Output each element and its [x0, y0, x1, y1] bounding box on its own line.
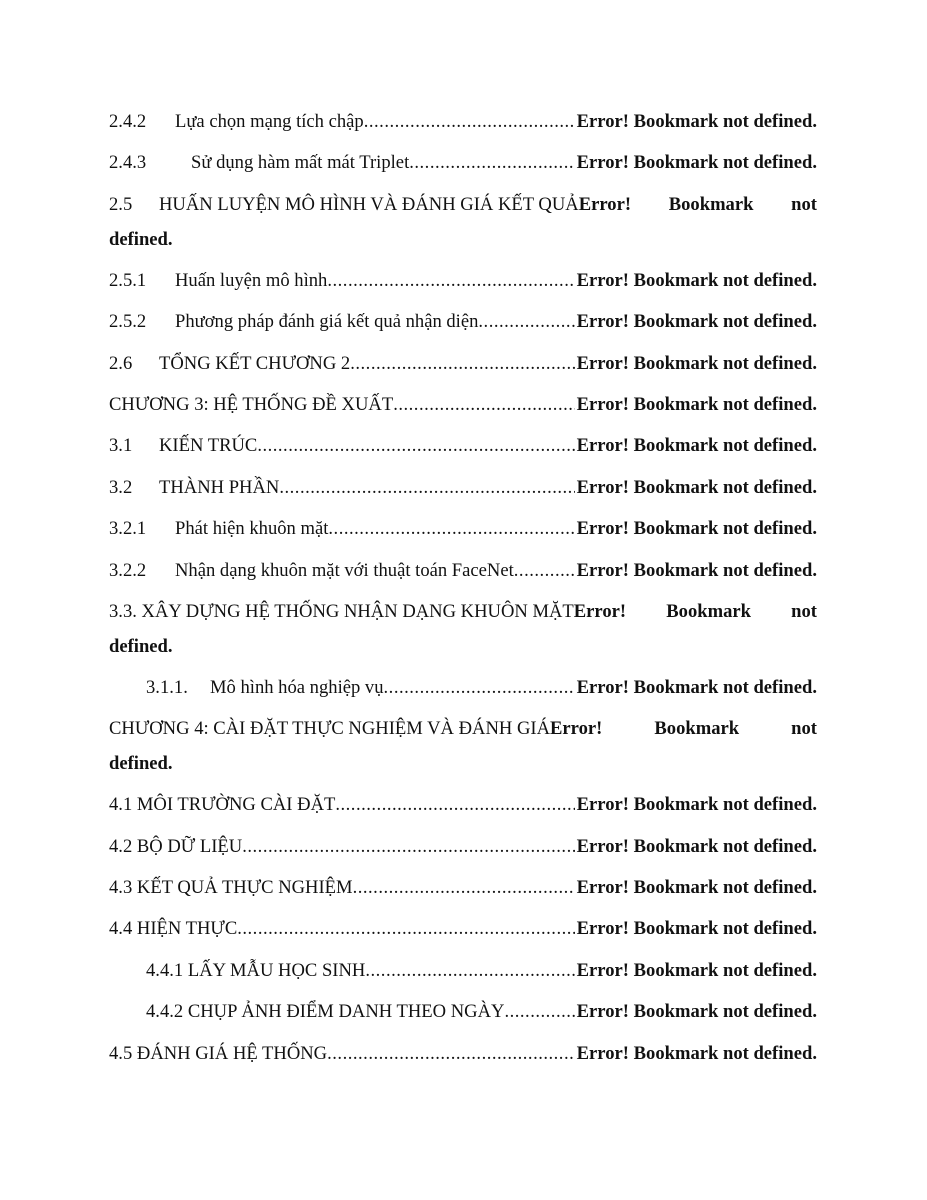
toc-leader-dots — [279, 467, 574, 508]
toc-number: 3.2.1 — [109, 518, 147, 540]
toc-title: 3.3. XÂY DỰNG HỆ THỐNG NHẬN DẠNG KHUÔN MẶT — [109, 600, 574, 622]
toc-leader-dots — [409, 142, 574, 183]
toc-title: TỔNG KẾT CHƯƠNG 2 — [159, 352, 351, 374]
toc-number: 3.2 — [109, 476, 133, 498]
toc-page-ref: Error! Bookmark not defined. — [576, 959, 817, 981]
toc-entry-4-4-2[interactable] — [109, 991, 817, 1032]
toc-leader-dots — [353, 867, 575, 908]
toc-number: 2.6 — [109, 352, 133, 374]
toc-entry-3-2-1[interactable] — [109, 508, 817, 549]
toc-title: Huấn luyện mô hình — [175, 269, 328, 291]
toc-title: 4.1 MÔI TRƯỜNG CÀI ĐẶT — [109, 794, 336, 816]
toc-title: THÀNH PHẦN — [159, 476, 280, 498]
toc-number: 3.1 — [109, 435, 133, 457]
toc-page-ref: Error! Bookmark not defined. — [576, 111, 817, 132]
toc-title: CHƯƠNG 4: CÀI ĐẶT THỰC NGHIỆM VÀ ĐÁNH GIÁ — [109, 718, 551, 740]
toc-page-ref: Error! Bookmark not defined. — [576, 877, 817, 899]
toc-entry-3-2[interactable] — [109, 467, 817, 508]
toc-leader-dots — [364, 101, 575, 142]
toc-page-ref-continued: defined. — [109, 635, 173, 657]
toc-leader-dots — [327, 1033, 575, 1074]
toc-number: 2.5.2 — [109, 311, 147, 333]
toc-page-ref: Error! Bookmark not defined. — [576, 269, 817, 291]
toc-title: Mô hình hóa nghiệp vụ — [210, 676, 384, 698]
toc-title: Phát hiện khuôn mặt — [175, 518, 329, 540]
toc-entry-4-4-1[interactable] — [109, 950, 817, 991]
toc-entry-3-1-1[interactable] — [109, 667, 817, 708]
toc-page-ref: Error! Bookmark not defined. — [576, 918, 817, 940]
toc-entry-4-4[interactable] — [109, 908, 817, 949]
toc-entry-chapter-3[interactable] — [109, 384, 817, 425]
toc-page-ref: Error! Bookmark not defined. — [576, 476, 817, 498]
toc-page-ref: Error! Bookmark not defined. — [576, 835, 817, 857]
toc-leader-dots — [504, 991, 574, 1032]
table-of-contents — [109, 101, 817, 1074]
toc-leader-dots — [328, 508, 574, 549]
toc-title: 4.2 BỘ DỮ LIỆU — [109, 835, 243, 857]
toc-page-ref-continued: defined. — [109, 753, 173, 775]
toc-page-ref: Error! Bookmark not defined. — [576, 393, 817, 415]
toc-title: KIẾN TRÚC — [159, 435, 258, 457]
toc-page-ref: Error! Bookmark not — [550, 718, 817, 740]
toc-entry-3-1[interactable] — [109, 425, 817, 466]
toc-title: 4.4.1 LẤY MẪU HỌC SINH — [146, 959, 366, 981]
toc-entry-2-4-3[interactable] — [109, 142, 817, 183]
toc-number: 2.5.1 — [109, 269, 147, 291]
toc-page-ref: Error! Bookmark not defined. — [576, 676, 817, 698]
toc-page-ref: Error! Bookmark not defined. — [576, 794, 817, 816]
toc-page-ref: Error! Bookmark not defined. — [576, 352, 817, 374]
toc-title: 4.4 HIỆN THỰC — [109, 918, 238, 940]
toc-number: 3.2.2 — [109, 559, 147, 581]
toc-page-ref: Error! Bookmark not — [578, 193, 817, 215]
toc-entry-2-5-1[interactable] — [109, 260, 817, 301]
toc-title: 4.4.2 CHỤP ẢNH ĐIỂM DANH THEO NGÀY — [146, 1001, 505, 1023]
toc-entry-4-1[interactable] — [109, 784, 817, 825]
toc-page-ref-continued: defined. — [109, 228, 173, 250]
toc-entry-2-5[interactable] — [109, 184, 817, 260]
toc-page-ref: Error! Bookmark not — [573, 600, 817, 622]
toc-page-ref: Error! Bookmark not defined. — [576, 518, 817, 540]
toc-leader-dots — [393, 384, 574, 425]
toc-entry-4-2[interactable] — [109, 826, 817, 867]
toc-title: Phương pháp đánh giá kết quả nhận diện — [175, 311, 479, 333]
toc-number: 3.1.1. — [146, 676, 188, 698]
toc-title: 4.3 KẾT QUẢ THỰC NGHIỆM — [109, 877, 353, 899]
toc-page-ref: Error! Bookmark not defined. — [576, 311, 817, 333]
toc-page-ref: Error! Bookmark not defined. — [576, 1042, 817, 1064]
toc-leader-dots — [257, 425, 574, 466]
toc-title: CHƯƠNG 3: HỆ THỐNG ĐỀ XUẤT — [109, 393, 394, 415]
toc-number: 2.4.3 — [109, 152, 147, 174]
toc-entry-3-3[interactable] — [109, 591, 817, 667]
toc-title: HUẤN LUYỆN MÔ HÌNH VÀ ĐÁNH GIÁ KẾT QUẢ — [159, 193, 579, 215]
toc-title: Nhận dạng khuôn mặt với thuật toán FaceNet — [175, 559, 514, 581]
toc-number: 2.4.2 — [109, 111, 147, 132]
toc-page-ref: Error! Bookmark not defined. — [576, 152, 817, 174]
toc-title: Sử dụng hàm mất mát Triplet — [191, 152, 410, 174]
toc-leader-dots — [365, 950, 574, 991]
toc-leader-dots — [327, 260, 574, 301]
toc-leader-dots — [237, 908, 574, 949]
toc-page-ref: Error! Bookmark not defined. — [576, 559, 817, 581]
toc-entry-3-2-2[interactable] — [109, 550, 817, 591]
toc-entry-2-5-2[interactable] — [109, 301, 817, 342]
toc-entry-4-5[interactable] — [109, 1033, 817, 1074]
toc-entry-2-4-2[interactable] — [109, 101, 817, 142]
toc-number: 2.5 — [109, 193, 133, 215]
toc-leader-dots — [242, 826, 574, 867]
toc-page-ref: Error! Bookmark not defined. — [576, 1001, 817, 1023]
toc-title: Lựa chọn mạng tích chập — [175, 111, 364, 132]
toc-leader-dots — [514, 550, 575, 591]
toc-entry-4-3[interactable] — [109, 867, 817, 908]
toc-entry-chapter-4[interactable] — [109, 708, 817, 784]
toc-leader-dots — [478, 301, 574, 342]
toc-entry-2-6[interactable] — [109, 343, 817, 384]
toc-leader-dots — [384, 667, 575, 708]
toc-leader-dots — [335, 784, 574, 825]
toc-leader-dots — [350, 343, 574, 384]
toc-page-ref: Error! Bookmark not defined. — [576, 435, 817, 457]
toc-title: 4.5 ĐÁNH GIÁ HỆ THỐNG — [109, 1042, 328, 1064]
